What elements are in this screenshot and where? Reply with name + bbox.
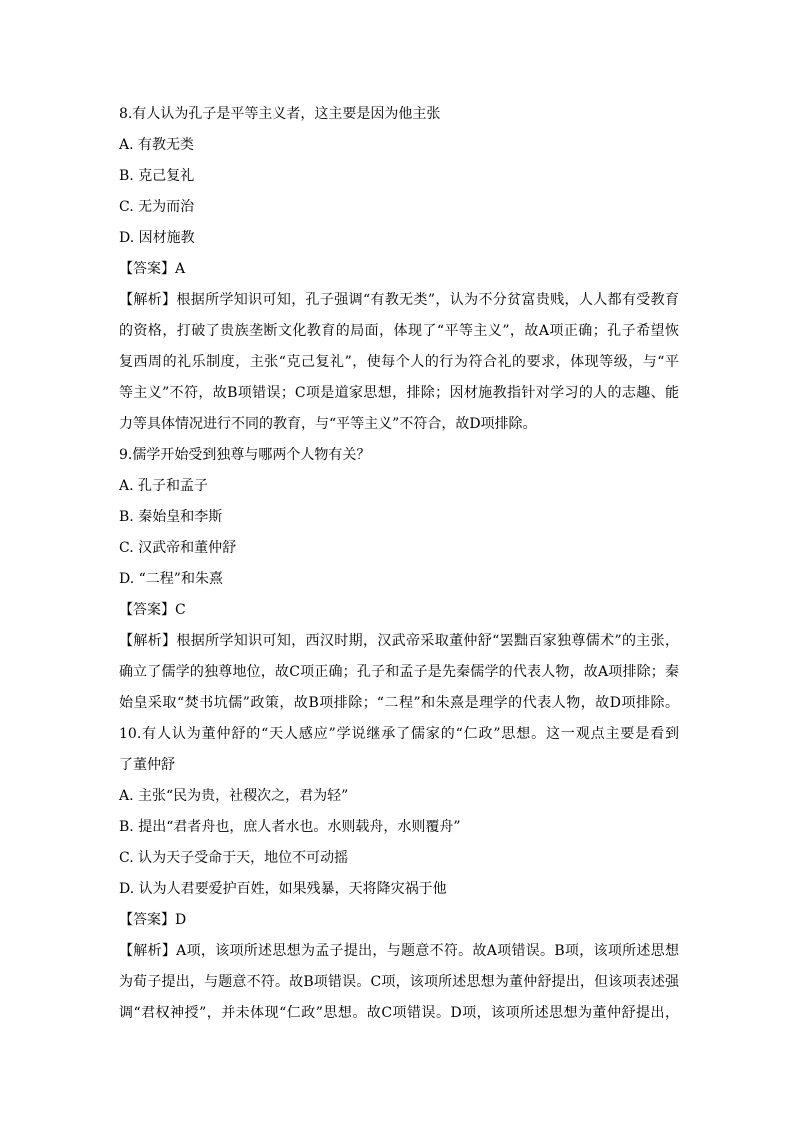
answer-line: 【答案】A [119,261,186,277]
analysis-line: 力等具体情况进行不同的教育，与“平等主义”不符合，故D项排除。 [119,416,537,432]
analysis-line: 等主义”不符，故B项错误；C项是道家思想，排除；因材施教指针对学习的人的志趣、能 [119,385,679,401]
option-d: D. “二程”和朱熹 [119,571,223,587]
question-block [119,99,679,440]
option-b: B. 秦始皇和李斯 [119,509,223,525]
analysis-line: 为荀子提出，与题意不符。故B项错误。C项，该项所述思想为董仲舒提出，但该项表述强 [119,974,679,990]
analysis-line: 确立了儒学的独尊地位，故C项正确；孔子和孟子是先秦儒学的代表人物，故A项排除；秦 [119,664,679,680]
question-stem: 了董仲舒 [119,757,175,773]
question-stem: 8.有人认为孔子是平等主义者，这主要是因为他主张 [119,106,441,122]
option-d: D. 因材施教 [119,230,195,246]
document-page [119,99,679,1029]
question-block [119,719,679,1029]
option-a: A. 主张“民为贵，社稷次之，君为轻” [119,788,349,804]
question-block [119,440,679,719]
answer-line: 【答案】C [119,602,186,618]
analysis-line: 复西周的礼乐制度，主张“克己复礼”，使每个人的行为符合礼的要求，体现等级，与“平 [119,354,679,370]
option-c: C. 认为天子受命于天，地位不可动摇 [119,850,349,866]
option-c: C. 汉武帝和董仲舒 [119,540,237,556]
analysis-line: 的资格，打破了贵族垄断文化教育的局面，体现了“平等主义”，故A项正确；孔子希望恢 [119,323,679,339]
option-b: B. 克己复礼 [119,168,195,184]
option-a: A. 有教无类 [119,137,195,153]
option-b: B. 提出“君者舟也，庶人者水也。水则载舟，水则覆舟” [119,819,461,835]
answer-line: 【答案】D [119,912,187,928]
analysis-line: 调“君权神授”，并未体现“仁政”思想。故C项错误。D项，该项所述思想为董仲舒提出， [119,1005,679,1021]
option-c: C. 无为而治 [119,199,195,215]
analysis-line: 始皇采取“焚书坑儒”政策，故B项排除；“二程”和朱熹是理学的代表人物，故D项排除。 [119,695,679,711]
analysis-line: 【解析】根据所学知识可知，西汉时期，汉武帝采取董仲舒“罢黜百家独尊儒术”的主张， [119,633,679,649]
analysis-line: 【解析】A项，该项所述思想为孟子提出，与题意不符。故A项错误。B项，该项所述思想 [119,943,679,959]
question-stem: 10.有人认为董仲舒的“天人感应”学说继承了儒家的“仁政”思想。这一观点主要是看到 [119,726,679,742]
option-d: D. 认为人君要爱护百姓，如果残暴，天将降灾祸于他 [119,881,447,897]
analysis-line: 【解析】根据所学知识可知，孔子强调“有教无类”，认为不分贫富贵贱，人人都有受教育 [119,292,679,308]
question-stem: 9.儒学开始受到独尊与哪两个人物有关？ [119,447,371,463]
option-a: A. 孔子和孟子 [119,478,209,494]
